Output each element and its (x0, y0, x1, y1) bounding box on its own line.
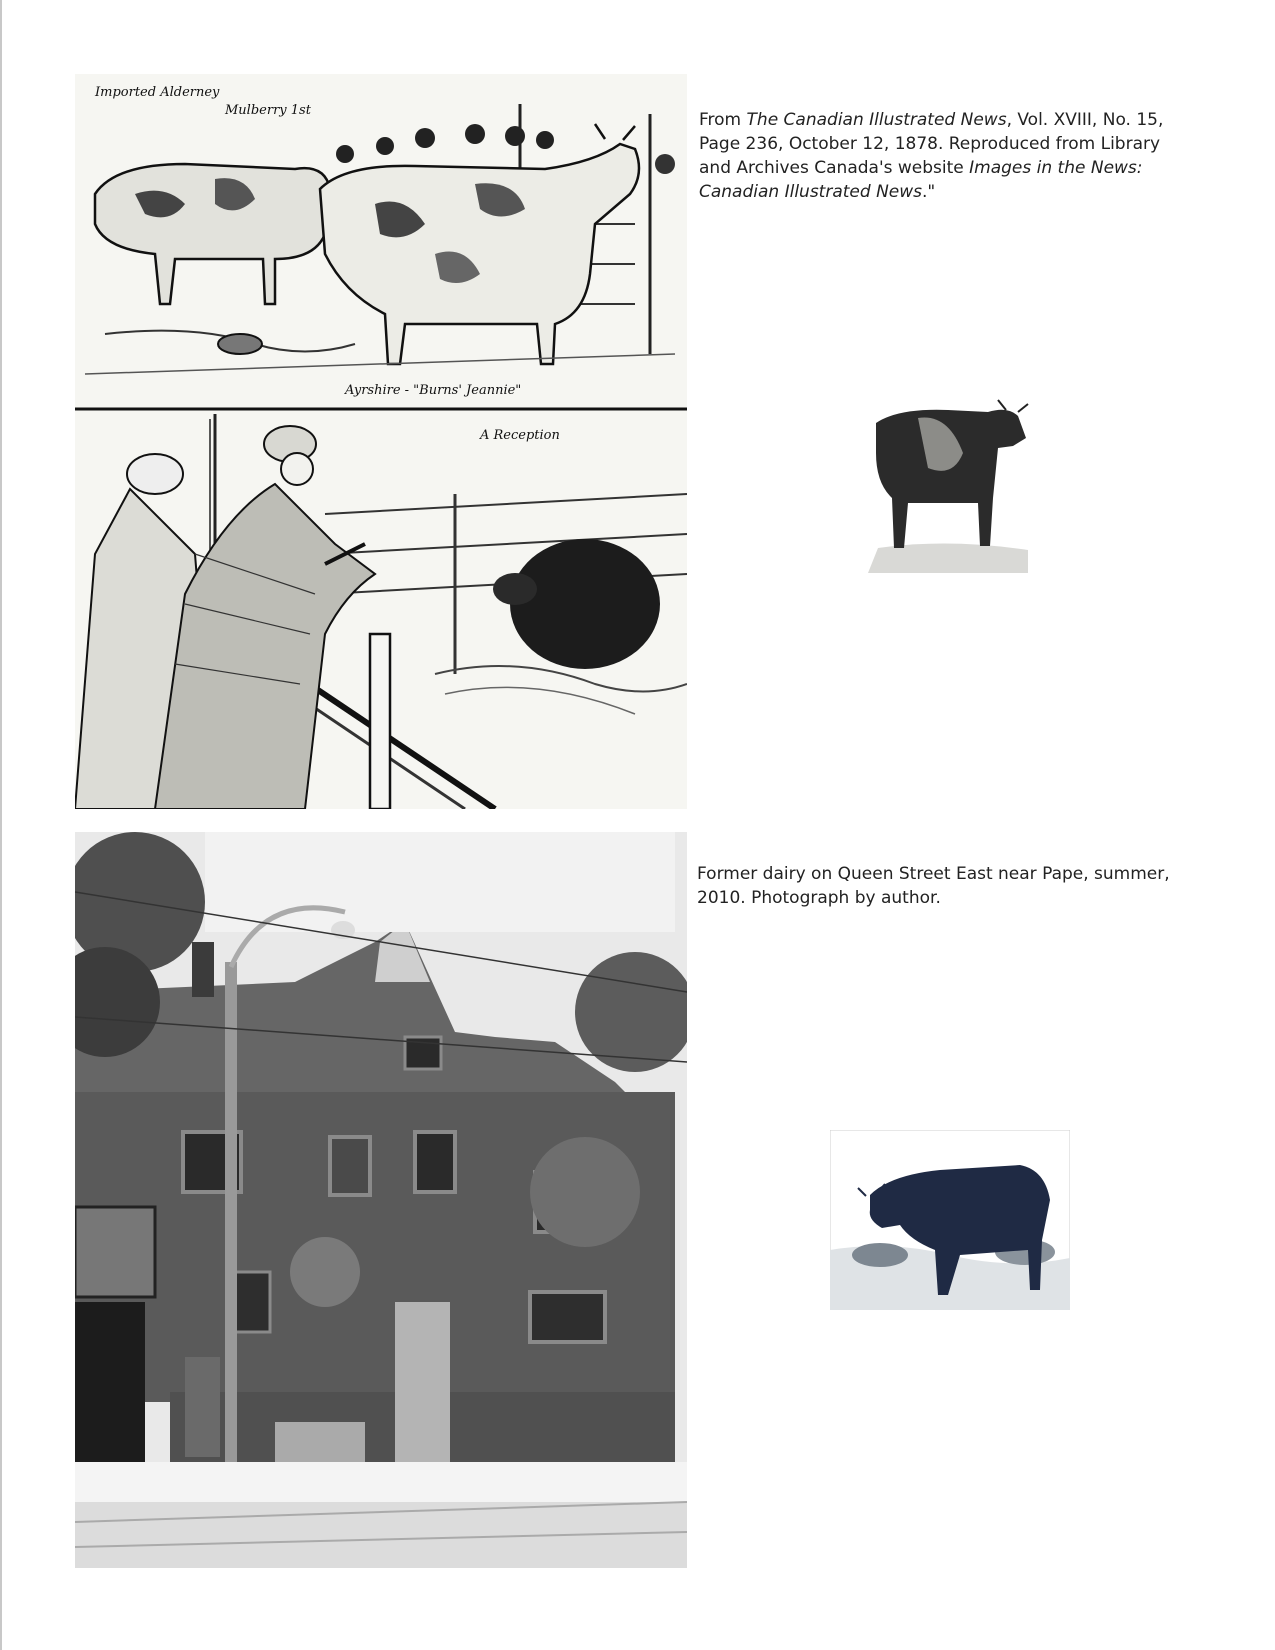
label-ayrshire: Ayrshire - "Burns' Jeannie" (345, 383, 522, 398)
cow-icon (830, 1130, 1070, 1310)
caption-engraving-middle: , Vol. XVIII, No. 15, Page 236, October 12, 1878. Reproduced from Library and Archives Canada's website (699, 110, 1164, 178)
caption-engraving-suffix: ." (922, 182, 936, 202)
caption-engraving-site: Images in the News: Canadian Illustrated News (699, 158, 1143, 202)
caption-engraving-title: The Canadian Illustrated News (746, 110, 1007, 130)
livestock-engraving-icon (75, 74, 687, 809)
caption-engraving (699, 108, 1169, 204)
page-left-border (0, 0, 2, 1650)
label-mulberry: Mulberry 1st (225, 103, 311, 118)
label-imported-alderney: Imported Alderney (95, 85, 220, 100)
caption-photo: Former dairy on Queen Street East near Pape, summer, 2010. Photograph by author. (697, 864, 1170, 908)
label-reception: A Reception (480, 428, 560, 443)
cow-icon (868, 398, 1033, 573)
building-photo-icon (75, 832, 687, 1568)
caption-engraving-prefix: From (699, 110, 747, 130)
